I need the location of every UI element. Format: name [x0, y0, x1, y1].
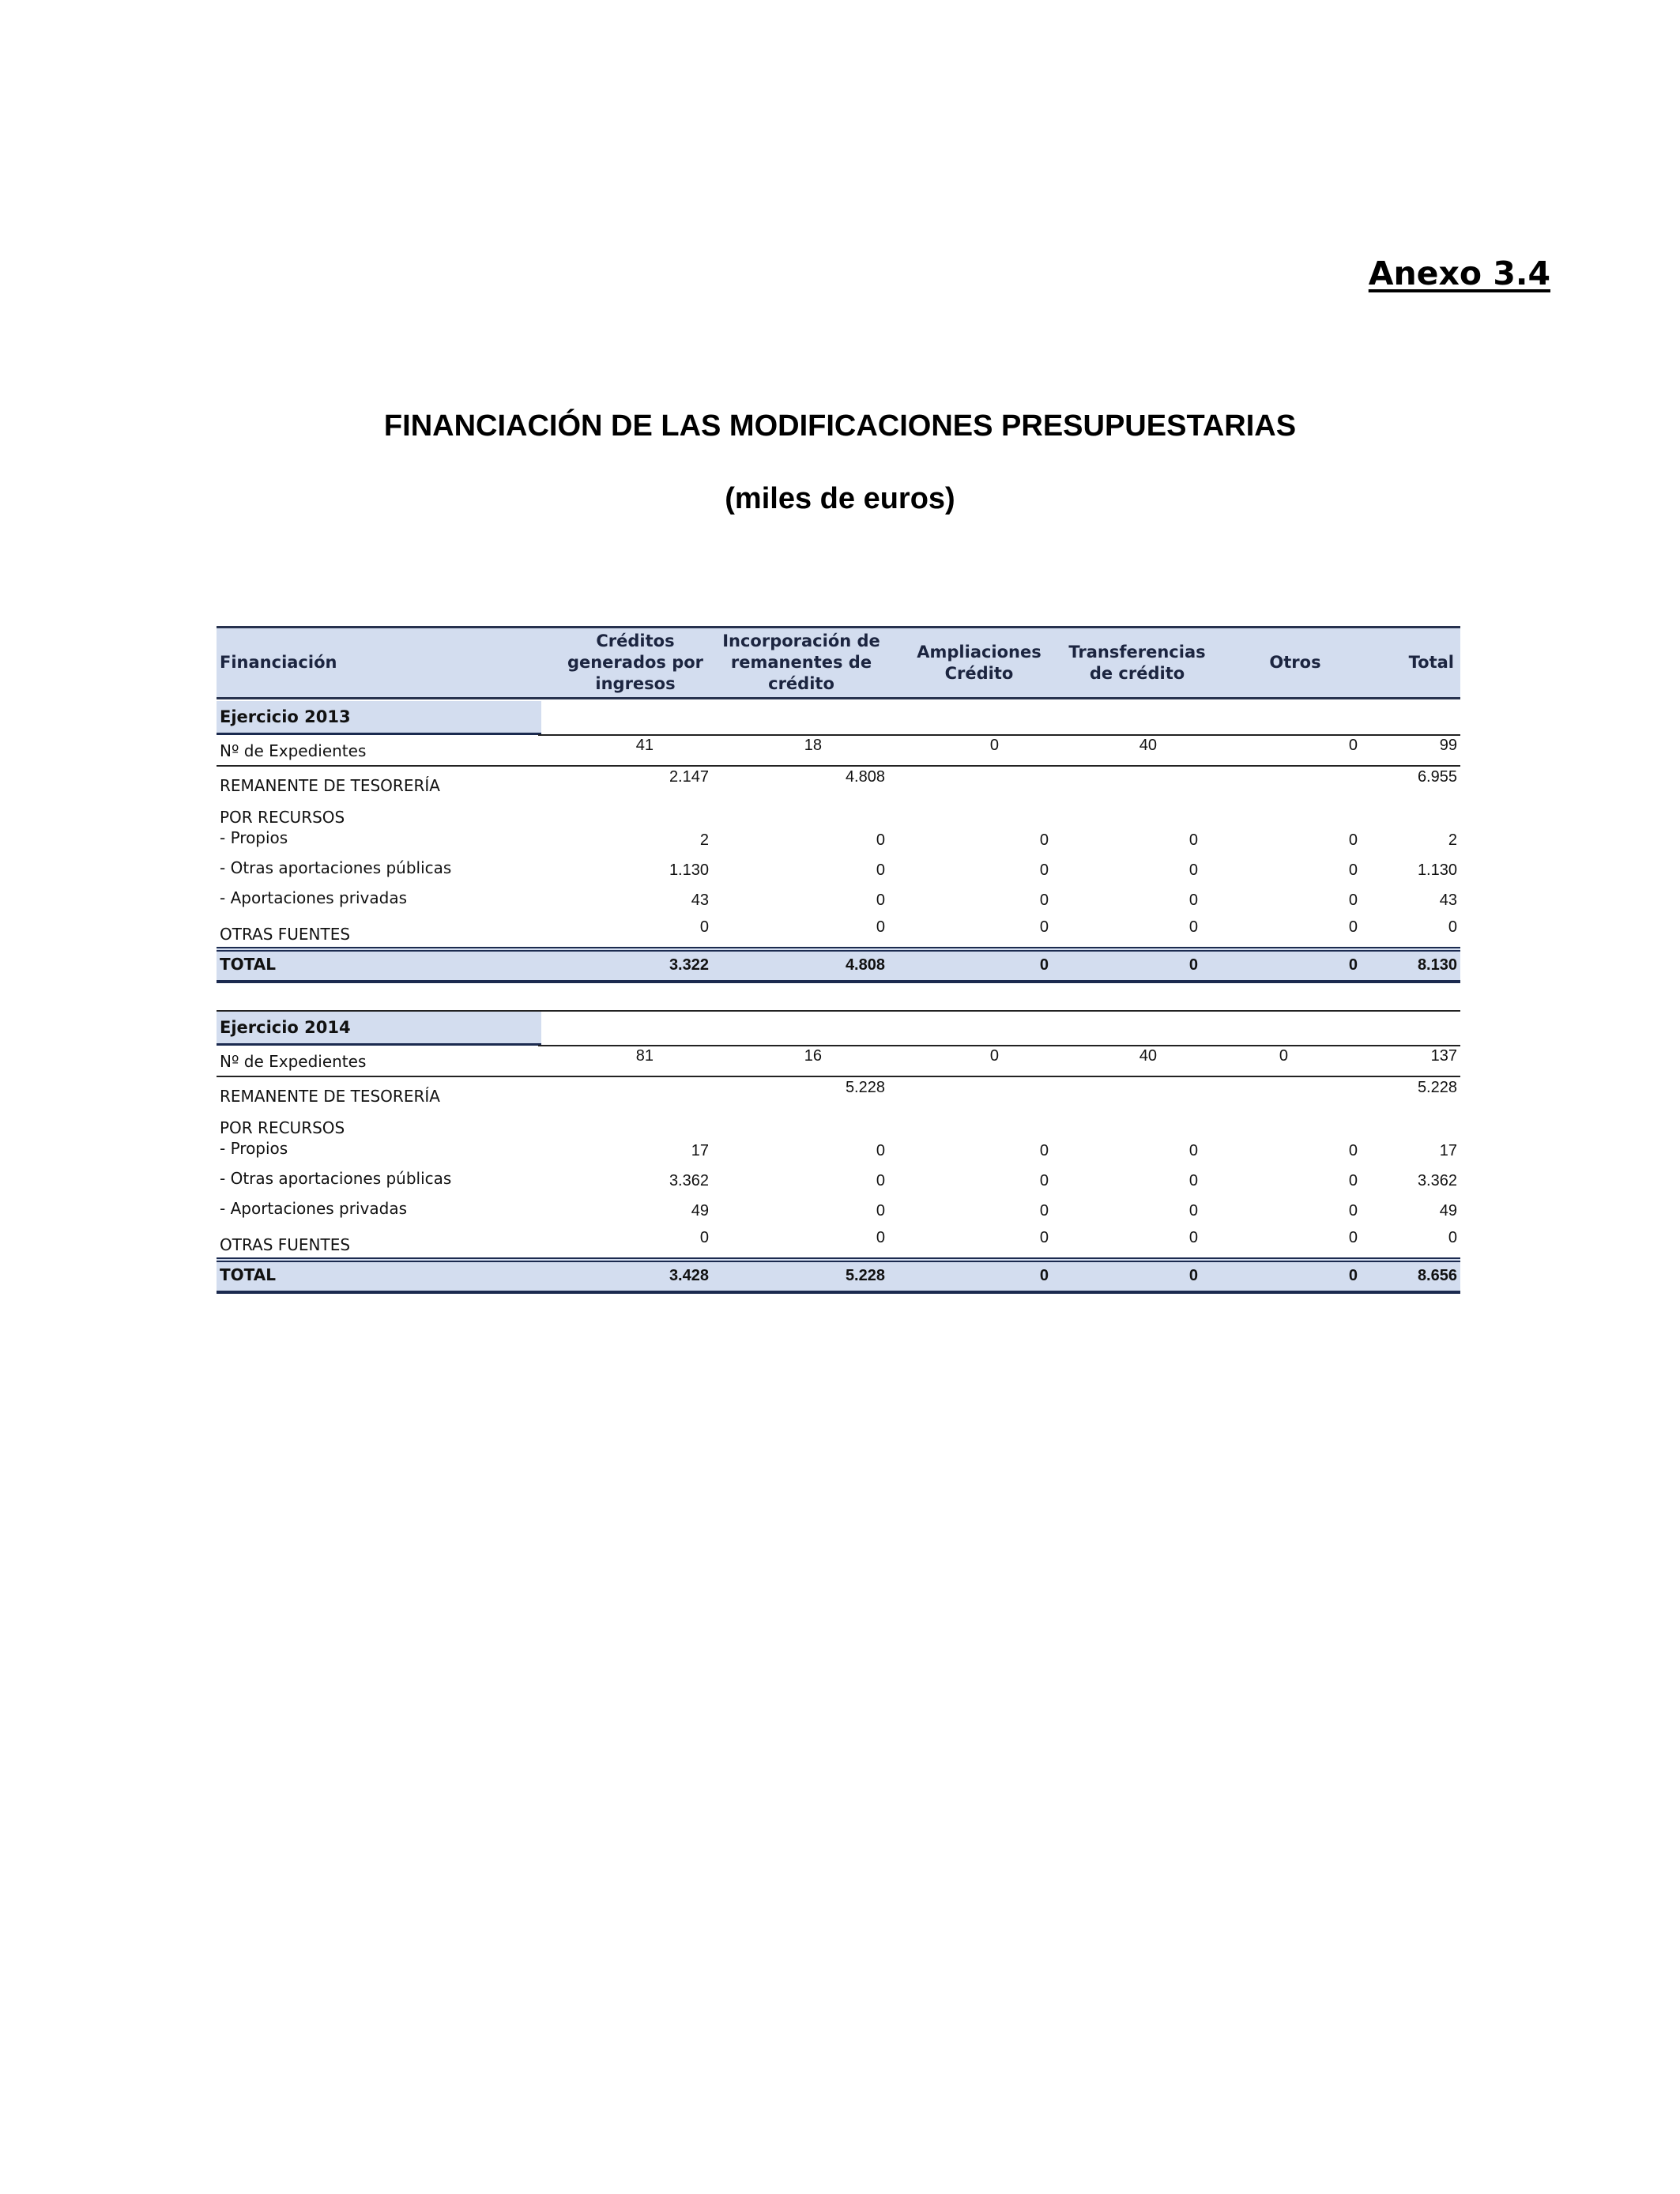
row-label: REMANENTE DE TESORERÍA: [220, 776, 440, 795]
cell-total: 0: [1448, 1229, 1457, 1246]
cell-otros: 0: [1348, 1172, 1358, 1189]
cell-ampliaciones: 0: [989, 737, 999, 754]
cell-ampliaciones: 0: [1039, 1142, 1049, 1159]
cell-ampliaciones: 0: [1039, 892, 1049, 909]
row-label: - Otras aportaciones públicas: [220, 1169, 452, 1188]
cell-creditos: 2.147: [669, 768, 709, 786]
page-title: FINANCIACIÓN DE LAS MODIFICACIONES PRESUPUESTARIAS: [383, 409, 1297, 443]
cell-incorporacion: 5.228: [845, 1079, 885, 1096]
cell-total: 8.130: [1417, 956, 1457, 974]
table-row-expedientes-2014: [217, 1046, 1460, 1077]
cell-total: 5.228: [1417, 1079, 1457, 1096]
cell-creditos: 0: [699, 1229, 709, 1246]
col-header-ampliaciones-text: Ampliaciones Crédito: [917, 642, 1042, 683]
financing-table: [217, 626, 1460, 1306]
col-header-creditos: Créditos generados por ingresos: [567, 631, 704, 693]
col-header-incorporacion: Incorporación de remanentes de crédito: [722, 631, 880, 693]
cell-creditos: 3.322: [669, 956, 709, 974]
table-row-total-2013: [217, 947, 1460, 983]
cell-otros: 0: [1348, 737, 1358, 754]
row-label: POR RECURSOS: [220, 808, 345, 827]
cell-otros: 0: [1348, 918, 1358, 936]
cell-incorporacion: 0: [876, 831, 885, 849]
row-label: OTRAS FUENTES: [220, 925, 351, 944]
cell-creditos: 1.130: [669, 861, 709, 879]
cell-ampliaciones: 0: [1039, 1229, 1049, 1246]
cell-otros: 0: [1348, 892, 1358, 909]
cell-creditos: 43: [691, 892, 709, 909]
row-label: Nº de Expedientes: [220, 1052, 367, 1071]
cell-total: 0: [1448, 918, 1457, 936]
row-label: - Otras aportaciones públicas: [220, 858, 452, 877]
row-label: - Propios: [220, 828, 288, 847]
cell-total: 3.362: [1417, 1172, 1457, 1189]
row-label: - Propios: [220, 1139, 288, 1158]
cell-total: 1.130: [1417, 861, 1457, 879]
cell-incorporacion: 4.808: [845, 956, 885, 974]
cell-incorporacion: 0: [876, 1229, 885, 1246]
table-row-otras-publicas-2013: [217, 855, 1460, 885]
cell-otros: 0: [1348, 861, 1358, 879]
table-row-privadas-2014: [217, 1196, 1460, 1226]
table-row-expedientes-2013: [217, 735, 1460, 767]
page-subtitle: (miles de euros): [725, 482, 955, 515]
table-row-por-recursos-2014: [217, 1109, 1460, 1139]
cell-transferencias: 0: [1188, 918, 1198, 936]
table-row-otras-publicas-2014: [217, 1166, 1460, 1196]
cell-total: 49: [1439, 1202, 1457, 1220]
cell-incorporacion: 0: [876, 1172, 885, 1189]
cell-incorporacion: 0: [876, 892, 885, 909]
cell-ampliaciones: 0: [1039, 956, 1049, 974]
table-row-remanente-2013: [217, 767, 1460, 797]
section-2014: [217, 1012, 1460, 1046]
table-row-otras-fuentes-2013: [217, 915, 1460, 945]
table-row-por-recursos-2013: [217, 798, 1460, 828]
table-header: [217, 626, 1460, 699]
cell-transferencias: 0: [1188, 1172, 1198, 1189]
cell-incorporacion: 18: [804, 737, 822, 754]
cell-incorporacion: 5.228: [845, 1267, 885, 1284]
cell-ampliaciones: 0: [1039, 918, 1049, 936]
cell-otros: 0: [1348, 1229, 1358, 1246]
cell-transferencias: 40: [1139, 737, 1157, 754]
cell-transferencias: 0: [1188, 831, 1198, 849]
cell-creditos: 2: [699, 831, 709, 849]
cell-creditos: 81: [635, 1047, 654, 1065]
cell-creditos: 3.362: [669, 1172, 709, 1189]
cell-total: 99: [1439, 737, 1457, 754]
cell-transferencias: 0: [1188, 1142, 1198, 1159]
cell-creditos: 49: [691, 1202, 709, 1220]
table-row-total-2014: [217, 1257, 1460, 1294]
section-label: Ejercicio 2013: [217, 701, 541, 735]
col-header-total: Total: [1408, 653, 1454, 672]
col-header-transferencias: Transferencias de crédito: [1068, 642, 1206, 683]
cell-ampliaciones: 0: [1039, 861, 1049, 879]
cell-incorporacion: 16: [804, 1047, 822, 1065]
table-row-propios-2013: [217, 825, 1460, 855]
cell-incorporacion: 0: [876, 861, 885, 879]
cell-incorporacion: 0: [876, 918, 885, 936]
cell-transferencias: 0: [1188, 1267, 1198, 1284]
table-row-privadas-2013: [217, 885, 1460, 915]
row-label: - Aportaciones privadas: [220, 1199, 407, 1218]
cell-incorporacion: 0: [876, 1202, 885, 1220]
cell-total: 17: [1439, 1142, 1457, 1159]
cell-transferencias: 0: [1188, 956, 1198, 974]
cell-transferencias: 0: [1188, 861, 1198, 879]
cell-ampliaciones: 0: [1039, 1172, 1049, 1189]
row-label: TOTAL: [220, 1265, 276, 1284]
table-row-otras-fuentes-2014: [217, 1226, 1460, 1256]
table-row-propios-2014: [217, 1136, 1460, 1166]
cell-otros: 0: [1348, 1202, 1358, 1220]
section-2013: [217, 701, 1460, 735]
cell-otros: 0: [1348, 831, 1358, 849]
cell-ampliaciones: 0: [989, 1047, 999, 1065]
cell-otros: 0: [1348, 956, 1358, 974]
cell-otros: 0: [1348, 1267, 1358, 1284]
row-label: TOTAL: [220, 955, 276, 974]
cell-incorporacion: 0: [876, 1142, 885, 1159]
section-label: Ejercicio 2014: [217, 1012, 541, 1046]
cell-transferencias: 0: [1188, 892, 1198, 909]
cell-transferencias: 40: [1139, 1047, 1157, 1065]
row-label: OTRAS FUENTES: [220, 1235, 351, 1254]
row-label: - Aportaciones privadas: [220, 888, 407, 907]
cell-transferencias: 0: [1188, 1229, 1198, 1246]
cell-ampliaciones: 0: [1039, 831, 1049, 849]
cell-incorporacion: 4.808: [845, 768, 885, 786]
table-row-remanente-2014: [217, 1077, 1460, 1107]
cell-otros: 0: [1279, 1047, 1288, 1065]
cell-total: 137: [1430, 1047, 1457, 1065]
annex-label: Anexo 3.4: [1368, 254, 1550, 292]
col-header-financiacion: Financiación: [220, 653, 337, 672]
cell-total: 6.955: [1417, 768, 1457, 786]
cell-creditos: 41: [635, 737, 654, 754]
cell-creditos: 17: [691, 1142, 709, 1159]
row-label: REMANENTE DE TESORERÍA: [220, 1087, 440, 1106]
cell-creditos: 3.428: [669, 1267, 709, 1284]
cell-otros: 0: [1348, 1142, 1358, 1159]
cell-ampliaciones: 0: [1039, 1202, 1049, 1220]
cell-transferencias: 0: [1188, 1202, 1198, 1220]
cell-creditos: 0: [699, 918, 709, 936]
cell-total: 8.656: [1417, 1267, 1457, 1284]
cell-total: 2: [1448, 831, 1457, 849]
row-label: Nº de Expedientes: [220, 741, 367, 760]
col-header-otros: Otros: [1269, 653, 1321, 672]
row-label: POR RECURSOS: [220, 1118, 345, 1137]
cell-total: 43: [1439, 892, 1457, 909]
cell-ampliaciones: 0: [1039, 1267, 1049, 1284]
